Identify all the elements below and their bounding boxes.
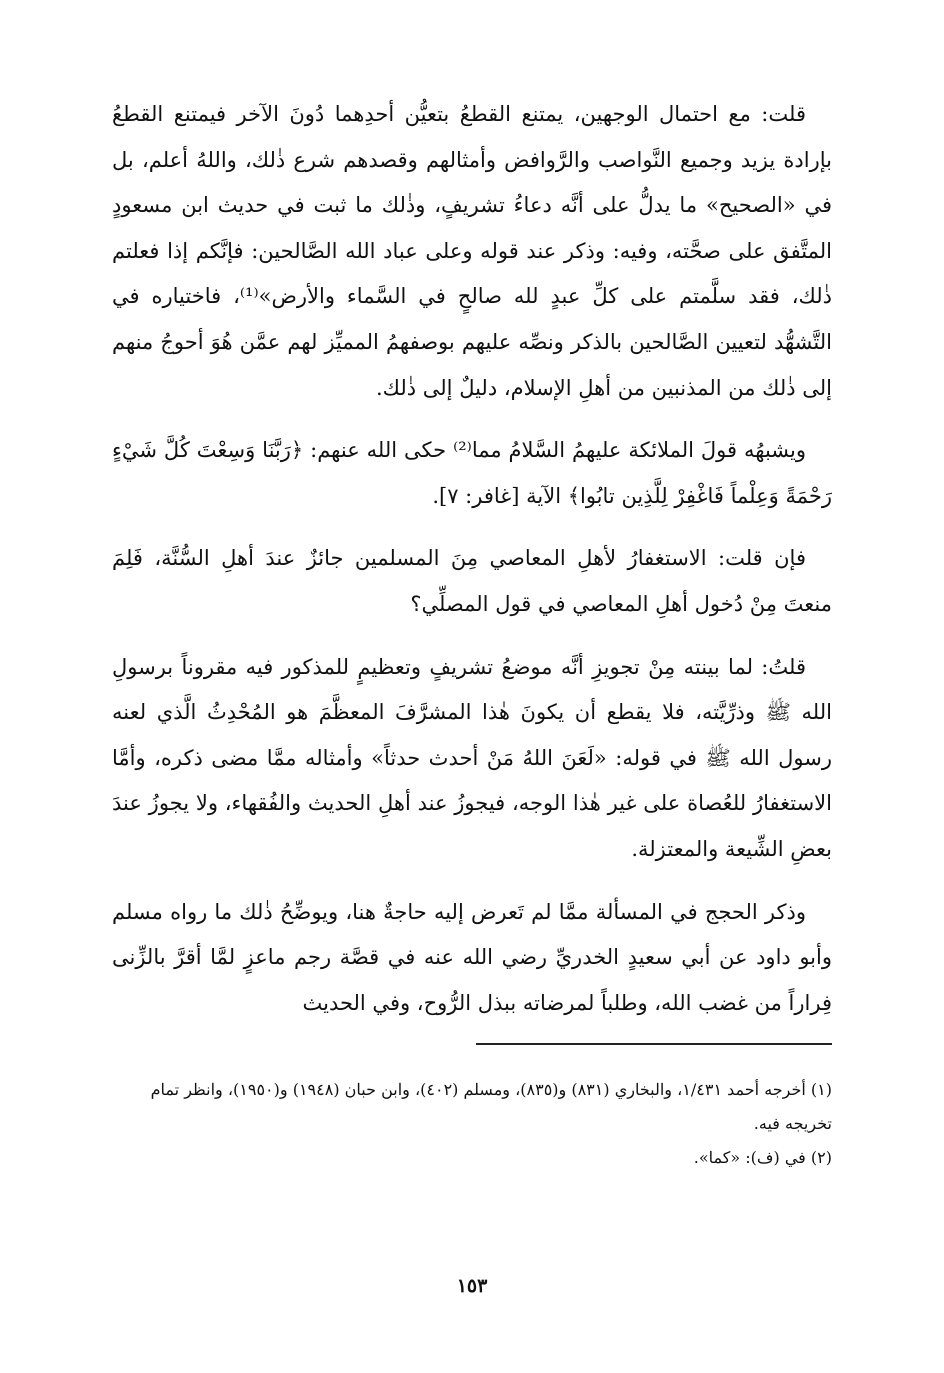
footnote-2: (٢) في (ف): «كما». bbox=[693, 1148, 832, 1168]
book-page bbox=[112, 92, 832, 1333]
paragraph-5: وذكر الحجج في المسألة ممَّا لم تَعرض إليه حاجةٌ هنا، ويوضِّحُ ذٰلك ما رواه مسلم وأبو داود عن أبي سعيدٍ الخدريِّ رضي الله عنه في قصَّة رجم ماعزٍ لمَّا أقرَّ بالزِّنى فِراراً من غضب الله، وطلباً لمرضاته ببذل الرُّوح، وفي الحديث bbox=[112, 899, 832, 1015]
paragraph-4: قلتُ: لما بينته مِنْ تجويزِ أنَّه موضعُ تشريفٍ وتعظيمٍ للمذكور فيه مقروناً برسولِ الله ﷺ وذرِّيَّته، فلا يقطع أن يكونَ هٰذا المشرَّفَ المعظَّمَ هو المُحْدِثُ الَّذي لعنه رسول الله ﷺ في قوله: «لَعَنَ اللهُ مَنْ أحدث حدثاً» وأمثاله ممَّا مضى ذكره، وأمَّا الاستغفارُ للعُصاة على غير هٰذا الوجه، فيجوزُ عند أهلِ الحديث والفُقهاء، ولا يجوزُ عندَ بعضِ الشِّيعة والمعتزلة. bbox=[112, 654, 832, 861]
body-text bbox=[112, 92, 832, 1026]
footnote-1: (١) أخرجه أحمد ١/٤٣١، والبخاري (٨٣١) و(٨٣٥)، ومسلم (٤٠٢)، وابن حبان (١٩٤٨) و(١٩٥٠)، وانظر تمام تخريجه فيه. bbox=[150, 1080, 832, 1134]
paragraph-2: ويشبهُه قولَ الملائكة عليهمُ السَّلامُ مما⁽²⁾ حكى الله عنهم: ﴿رَبَّنَا وَسِعْتَ كُلَّ شَيْءٍ رَحْمَةً وَعِلْماً فَاغْفِرْ لِلَّذِين تابُوا﴾ الآية [غافر: ٧]. bbox=[112, 438, 832, 508]
paragraph-3: فإن قلت: الاستغفارُ لأهلِ المعاصي مِنَ المسلمين جائزٌ عندَ أهلِ السُّنَّة، فَلِمَ منعتَ مِنْ دُخول أهلِ المعاصي في قول المصلِّي؟ bbox=[112, 546, 832, 616]
footnote-separator bbox=[476, 1043, 832, 1045]
paragraph-1: قلت: مع احتمال الوجهين، يمتنع القطعُ بتعيُّن أحدِهما دُونَ الآخر فيمتنع القطعُ بإرادة يزيد وجميع النَّواصب والرَّوافض وأمثالهم وقصدهم شرع ذٰلك، واللهُ أعلم، بل في «الصحيح» ما يدلُّ على أنَّه دعاءُ تشريفٍ، وذٰلك ما ثبت في حديث ابن مسعودٍ المتَّفق على صحَّته، وفيه: وذكر عند قوله وعلى عباد الله الصَّالحين: فإنَّكم إذا فعلتم ذٰلك، فقد سلَّمتم على كلِّ عبدٍ لله صالحٍ في السَّماء والأرض»⁽¹⁾، فاختياره في التَّشهُّد لتعيين الصَّالحين بالذكر ونصِّه عليهم بوصفهمُ المميِّز لهم عمَّن هُوَ أحوجُ منهم إلى ذٰلك من المذنبين من أهلِ الإسلام، دليلٌ إلى ذٰلك. bbox=[112, 102, 832, 400]
footnotes bbox=[112, 1073, 832, 1175]
page-number: ١٥٣ bbox=[456, 1275, 488, 1297]
